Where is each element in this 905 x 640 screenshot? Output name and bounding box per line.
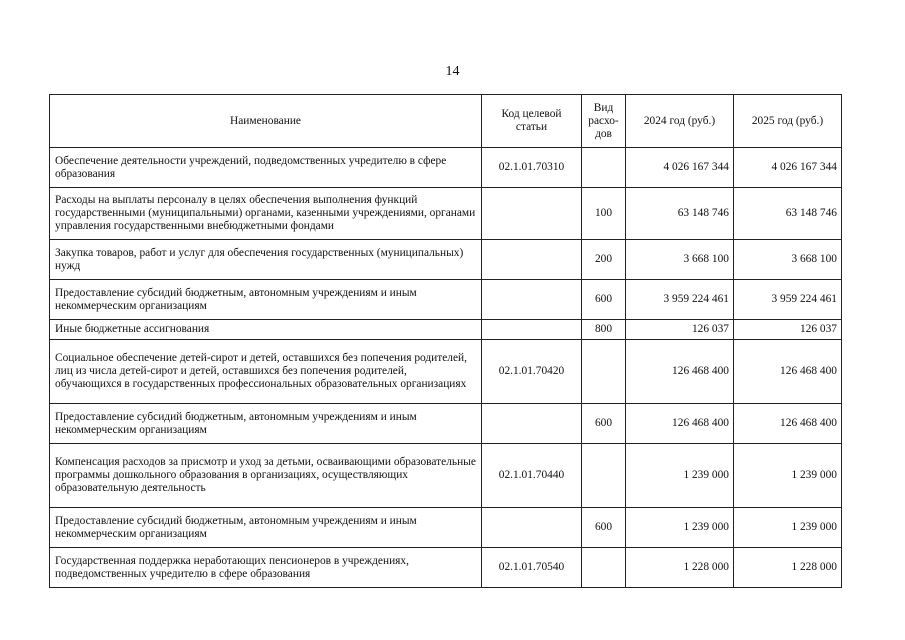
cell-2024: 1 239 000: [626, 444, 734, 508]
cell-code: [482, 240, 582, 280]
cell-code: [482, 320, 582, 340]
page-number: 14: [445, 64, 460, 79]
cell-2025: 1 239 000: [734, 508, 842, 548]
table-body: [50, 148, 842, 588]
cell-code: 02.1.01.70420: [482, 340, 582, 404]
cell-name: Государственная поддержка неработающих пенсионеров в учреждениях, подведомственных учредителю в сфере образования: [50, 548, 482, 588]
cell-name: Обеспечение деятельности учреждений, подведомственных учредителю в сфере образования: [50, 148, 482, 188]
table-row: [50, 280, 842, 320]
table-header-row: [50, 95, 842, 148]
cell-code: [482, 280, 582, 320]
cell-2024: 4 026 167 344: [626, 148, 734, 188]
cell-2025: 126 468 400: [734, 404, 842, 444]
cell-2025: 126 468 400: [734, 340, 842, 404]
cell-name: Предоставление субсидий бюджетным, автономным учреждениям и иным некоммерческим организациям: [50, 280, 482, 320]
budget-table: [49, 94, 842, 588]
header-code: Код целевой статьи: [482, 95, 582, 148]
cell-code: 02.1.01.70440: [482, 444, 582, 508]
cell-type: 600: [582, 280, 626, 320]
cell-code: 02.1.01.70310: [482, 148, 582, 188]
cell-2024: 126 468 400: [626, 340, 734, 404]
table-row: [50, 148, 842, 188]
cell-name: Закупка товаров, работ и услуг для обеспечения государственных (муниципальных) нужд: [50, 240, 482, 280]
cell-2024: 1 228 000: [626, 548, 734, 588]
cell-type: [582, 340, 626, 404]
cell-2025: 3 668 100: [734, 240, 842, 280]
cell-name: Расходы на выплаты персоналу в целях обеспечения выполнения функций государственными (муниципальными) органами, казенными учреждениями, органами управления государственными внебюджетными фондами: [50, 188, 482, 240]
table-row: [50, 548, 842, 588]
cell-type: [582, 148, 626, 188]
table-row: [50, 444, 842, 508]
cell-2024: 126 037: [626, 320, 734, 340]
cell-name: Социальное обеспечение детей-сирот и детей, оставшихся без попечения родителей, лиц из числа детей-сирот и детей, оставшихся без попечения родителей, обучающихся в государственных профессиональных образовательных организациях: [50, 340, 482, 404]
cell-type: 200: [582, 240, 626, 280]
cell-2025: 1 228 000: [734, 548, 842, 588]
cell-2024: 63 148 746: [626, 188, 734, 240]
cell-2025: 3 959 224 461: [734, 280, 842, 320]
header-type: Вид расхо-дов: [582, 95, 626, 148]
cell-code: [482, 188, 582, 240]
table-row: [50, 188, 842, 240]
cell-2025: 126 037: [734, 320, 842, 340]
cell-name: Иные бюджетные ассигнования: [50, 320, 482, 340]
table-row: [50, 404, 842, 444]
cell-2024: 3 959 224 461: [626, 280, 734, 320]
cell-type: [582, 548, 626, 588]
cell-2024: 1 239 000: [626, 508, 734, 548]
cell-2024: 3 668 100: [626, 240, 734, 280]
cell-2025: 63 148 746: [734, 188, 842, 240]
table-row: [50, 320, 842, 340]
table-row: [50, 340, 842, 404]
cell-type: [582, 444, 626, 508]
cell-code: [482, 404, 582, 444]
cell-name: Предоставление субсидий бюджетным, автономным учреждениям и иным некоммерческим организациям: [50, 508, 482, 548]
cell-name: Предоставление субсидий бюджетным, автономным учреждениям и иным некоммерческим организациям: [50, 404, 482, 444]
header-2024: 2024 год (руб.): [626, 95, 734, 148]
table-row: [50, 240, 842, 280]
header-name: Наименование: [50, 95, 482, 148]
cell-name: Компенсация расходов за присмотр и уход за детьми, осваивающими образовательные программы дошкольного образования в организациях, осуществляющих образовательную деятельность: [50, 444, 482, 508]
cell-type: 100: [582, 188, 626, 240]
cell-2025: 4 026 167 344: [734, 148, 842, 188]
cell-2024: 126 468 400: [626, 404, 734, 444]
cell-code: 02.1.01.70540: [482, 548, 582, 588]
table-row: [50, 508, 842, 548]
cell-type: 800: [582, 320, 626, 340]
cell-type: 600: [582, 404, 626, 444]
cell-2025: 1 239 000: [734, 444, 842, 508]
header-2025: 2025 год (руб.): [734, 95, 842, 148]
cell-code: [482, 508, 582, 548]
cell-type: 600: [582, 508, 626, 548]
